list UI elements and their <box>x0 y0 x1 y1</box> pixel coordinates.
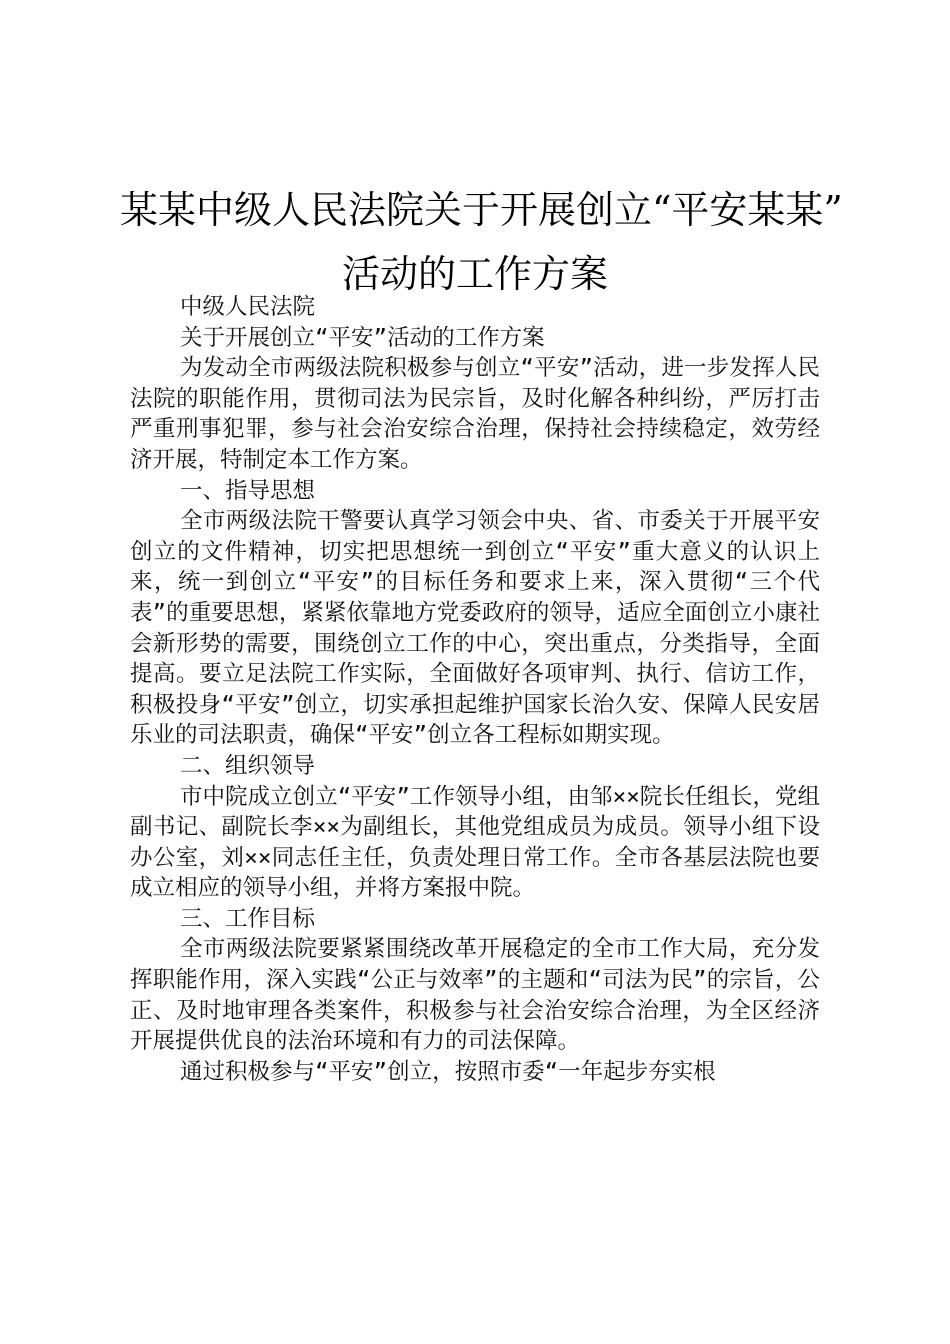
section-heading-goals: 三、工作目标 <box>180 905 316 932</box>
goals-paragraph: 全市两级法院要紧紧围绕改革开展稳定的全市工作大局，充分发挥职能作用，深入实践“公正与效率”的主题和“司法为民”的宗旨，公正、及时地审理各类案件，积极参与社会治安综合治理，为全区经济开展提供优良的法治环境和有力的司法保障。 <box>130 936 820 1055</box>
document-title <box>120 178 843 306</box>
organization-paragraph: 市中院成立创立“平安”工作领导小组，由邹××院长任组长，党组副书记、副院长李××为副组长，其他党组成员为成员。领导小组下设办公室，刘××同志任主任，负责处理日常工作。全市各基层法院也要成立相应的领导小组，并将方案报中院。 <box>130 783 820 902</box>
section-heading-organization: 二、组织领导 <box>180 752 316 779</box>
org-name-line: 中级人民法院 <box>180 294 316 320</box>
section-heading-guiding-thought: 一、指导思想 <box>180 477 316 504</box>
title-line-2: 活动的工作方案 <box>341 252 608 296</box>
goals-continuation-paragraph: 通过积极参与“平安”创立，按照市委“一年起步夯实根 <box>180 1058 716 1085</box>
subtitle-line: 关于开展创立“平安”活动的工作方案 <box>180 324 545 351</box>
guiding-thought-paragraph: 全市两级法院干警要认真学习领会中央、省、市委关于开展平安创立的文件精神，切实把思想统一到创立“平安”重大意义的认识上来，统一到创立“平安”的目标任务和要求上来，深入贯彻“三个代表”的重要思想，紧紧依靠地方党委政府的领导，适应全面创立小康社会新形势的需要，围绕创立工作的中心，突出重点，分类指导，全面提高。要立足法院工作实际，全面做好各项审判、执行、信访工作，积极投身“平安”创立，切实承担起维护国家长治久安、保障人民安居乐业的司法职责，确保“平安”创立各工程标如期实现。 <box>130 508 820 749</box>
title-line-1: 某某中级人民法院关于开展创立“平安某某” <box>120 188 843 232</box>
document-body <box>130 292 820 1087</box>
intro-paragraph: 为发动全市两级法院积极参与创立“平安”活动，进一步发挥人民法院的职能作用，贯彻司法为民宗旨，及时化解各种纠纷，严厉打击严重刑事犯罪，参与社会治安综合治理，保持社会持续稳定，效劳经济开展，特制定本工作方案。 <box>130 355 820 473</box>
